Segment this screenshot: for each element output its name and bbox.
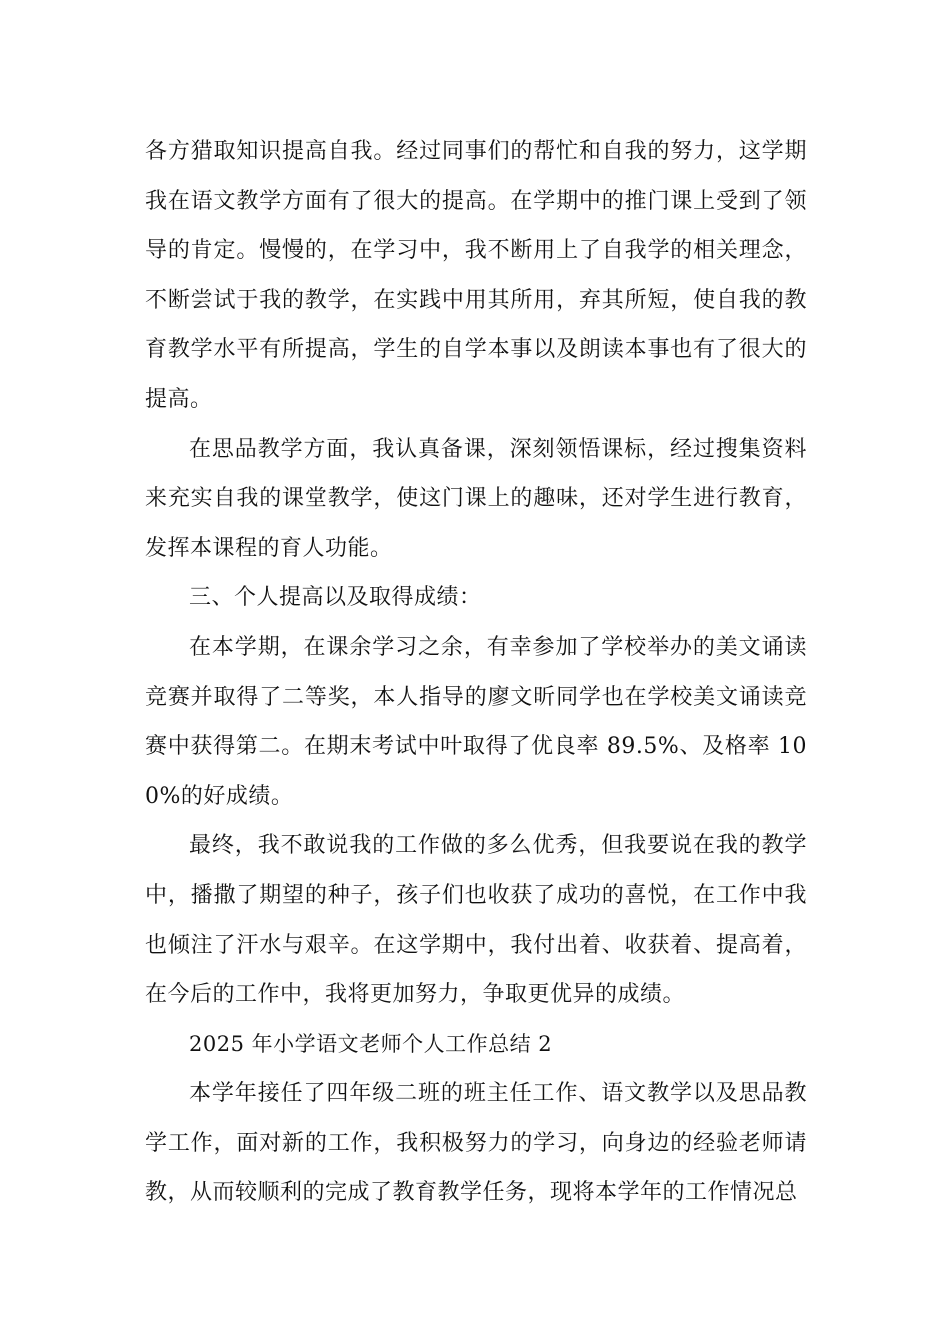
document-body [145,127,807,1218]
section-heading-achievements: 三、个人提高以及取得成绩： [189,585,482,611]
paragraph-achievements: 在本学期，在课余学习之余，有幸参加了学校举办的美文诵读竞赛并取得了二等奖，本人指导的廖文昕同学也在学校美文诵读竞赛中获得第二。在期末考试中叶取得了优良率 89.5%、及格率 100%的好成绩。 [145,634,807,809]
paragraph-continuation: 各方猎取知识提高自我。经过同事们的帮忙和自我的努力，这学期我在语文教学方面有了很大的提高。在学期中的推门课上受到了领导的肯定。慢慢的，在学习中，我不断用上了自我学的相关理念，不断尝试于我的教学，在实践中用其所用，弃其所短，使自我的教育教学水平有所提高，学生的自学本事以及朗读本事也有了很大的提高。 [145,139,807,412]
paragraph-intro-2: 本学年接任了四年级二班的班主任工作、语文教学以及思品教学工作，面对新的工作，我积极努力的学习，向身边的经验老师请教，从而较顺利的完成了教育教学任务，现将本学年的工作情况总 [145,1081,807,1206]
paragraph-moral-education: 在思品教学方面，我认真备课，深刻领悟课标，经过搜集资料来充实自我的课堂教学，使这门课上的趣味，还对学生进行教育，发挥本课程的育人功能。 [145,436,807,561]
paragraph-conclusion: 最终，我不敢说我的工作做的多么优秀，但我要说在我的教学中，播撒了期望的种子，孩子们也收获了成功的喜悦，在工作中我也倾注了汗水与艰辛。在这学期中，我付出着、收获着、提高着，在今后的工作中，我将更加努力，争取更优异的成绩。 [145,833,807,1008]
document-title-2: 2025 年小学语文老师个人工作总结 2 [189,1031,553,1056]
